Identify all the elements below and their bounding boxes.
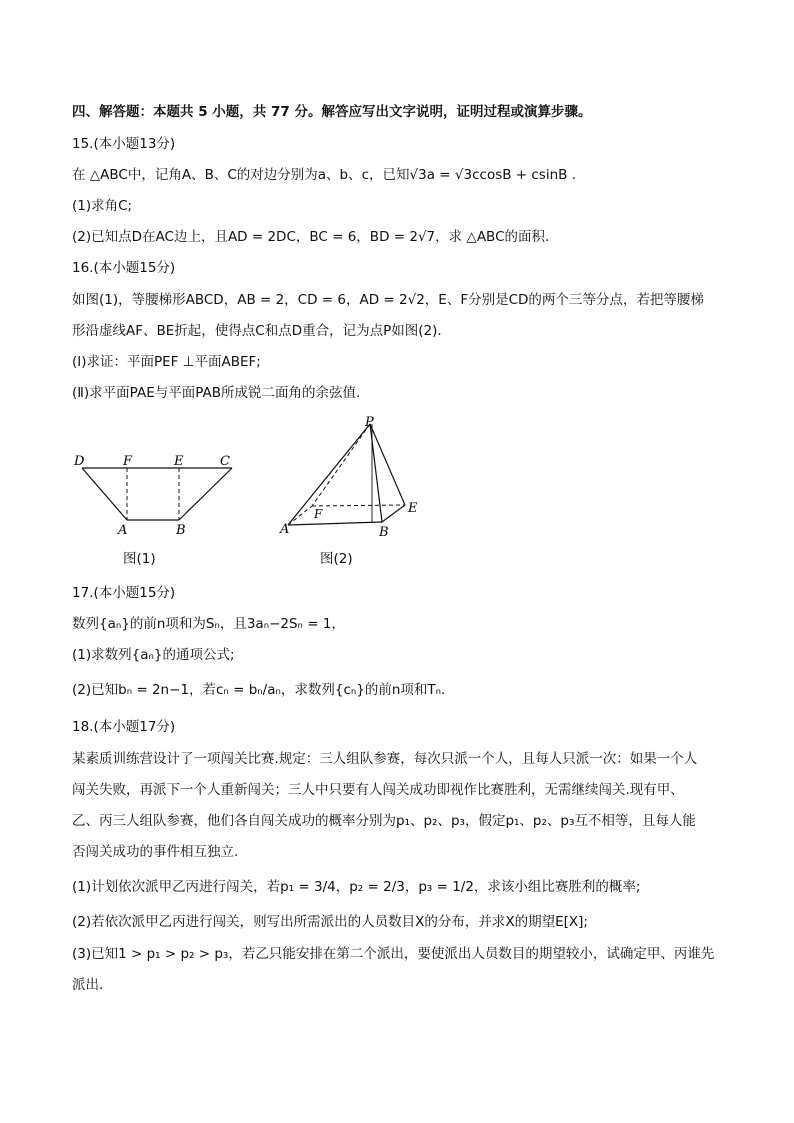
problem-18-line-3: 乙、丙三人组队参赛，他们各自闯关成功的概率分别为p₁、p₂、p₃，假定p₁、p₂、p₃互不相等，且每人能 xyxy=(72,813,696,829)
segment-PF-dashed xyxy=(312,424,370,506)
figure-1-trapezoid xyxy=(70,448,250,540)
segment-FE-dashed xyxy=(312,505,405,506)
problem-15-line-2: (1)求角C; xyxy=(72,198,133,214)
label-P: P xyxy=(365,415,374,430)
problem-16-header: 16.(本小题15分) xyxy=(72,260,176,276)
problem-18-line-6: (2)若依次派甲乙丙进行闯关，则写出所需派出的人员数目X的分布，并求X的期望E[X]; xyxy=(72,914,588,930)
label-E: E xyxy=(174,454,184,469)
problem-17-header: 17.(本小题15分) xyxy=(72,585,176,601)
figure-2-pyramid xyxy=(278,412,428,540)
problem-17-line-1: 数列{aₙ}的前n项和为Sₙ，且3aₙ−2Sₙ = 1， xyxy=(72,616,345,632)
problem-15-line-3: (2)已知点D在AC边上，且AD = 2DC，BC = 6，BD = 2√7，求 △ABC的面积. xyxy=(72,229,550,245)
problem-18-line-4: 否闯关成功的事件相互独立. xyxy=(72,844,239,860)
segment-BC xyxy=(179,468,232,520)
figure-1-caption: 图(1) xyxy=(123,551,156,567)
problem-18-line-5: (1)计划依次派甲乙丙进行闯关，若p₁ = 3/4，p₂ = 2/3，p₃ = 1/2，求该小组比赛胜利的概率; xyxy=(72,879,641,895)
label-A: A xyxy=(280,522,290,537)
problem-18-header: 18.(本小题17分) xyxy=(72,719,176,735)
problem-16-line-2: 形沿虚线AF、BE折起，使得点C和点D重合，记为点P如图(2). xyxy=(72,323,442,339)
label-D: D xyxy=(74,454,85,469)
problem-16-line-4: (Ⅱ)求平面PAE与平面PAB所成锐二面角的余弦值. xyxy=(72,385,361,401)
label-E: E xyxy=(408,501,418,516)
problem-18-line-7: (3)已知1 > p₁ > p₂ > p₃，若乙只能安排在第二个派出，要使派出人员数目的期望较小，试确定甲、丙谁先 xyxy=(72,946,715,962)
figure-2-caption: 图(2) xyxy=(320,551,353,567)
problem-16-line-3: (Ⅰ)求证：平面PEF ⊥平面ABEF; xyxy=(72,354,261,370)
label-F: F xyxy=(123,454,133,469)
label-A: A xyxy=(118,523,128,538)
problem-16-line-1: 如图(1)，等腰梯形ABCD，AB = 2，CD = 6，AD = 2√2，E、F分别是CD的两个三等分点，若把等腰梯 xyxy=(72,292,704,308)
label-B: B xyxy=(176,523,186,538)
problem-18-line-8: 派出. xyxy=(72,977,104,993)
problem-15-header: 15.(本小题13分) xyxy=(72,136,176,152)
segment-AF-dashed xyxy=(288,506,312,525)
label-F: F xyxy=(314,507,323,521)
label-B: B xyxy=(379,525,389,540)
problem-18-line-2: 闯关失败，再派下一个人重新闯关；三人中只要有人闯关成功即视作比赛胜利，无需继续闯关.现有甲、 xyxy=(72,782,684,798)
problem-17-line-2: (1)求数列{aₙ}的通项公式; xyxy=(72,647,235,663)
segment-AB xyxy=(288,522,382,525)
problem-17-line-3: (2)已知bₙ = 2n−1，若cₙ = bₙ/aₙ，求数列{cₙ}的前n项和Tₙ. xyxy=(72,682,446,698)
segment-PA xyxy=(288,424,370,525)
segment-DA xyxy=(82,468,127,520)
section-heading: 四、解答题：本题共 5 小题，共 77 分。解答应写出文字说明，证明过程或演算步骤。 xyxy=(72,104,592,120)
segment-BE xyxy=(382,505,405,522)
problem-15-line-1: 在 △ABC中，记角A、B、C的对边分别为a、b、c，已知√3a = √3ccosB + csinB . xyxy=(72,167,576,183)
label-C: C xyxy=(220,454,230,469)
problem-18-line-1: 某素质训练营设计了一项闯关比赛.规定：三人组队参赛，每次只派一个人，且每人只派一次：如果一个人 xyxy=(72,751,698,767)
